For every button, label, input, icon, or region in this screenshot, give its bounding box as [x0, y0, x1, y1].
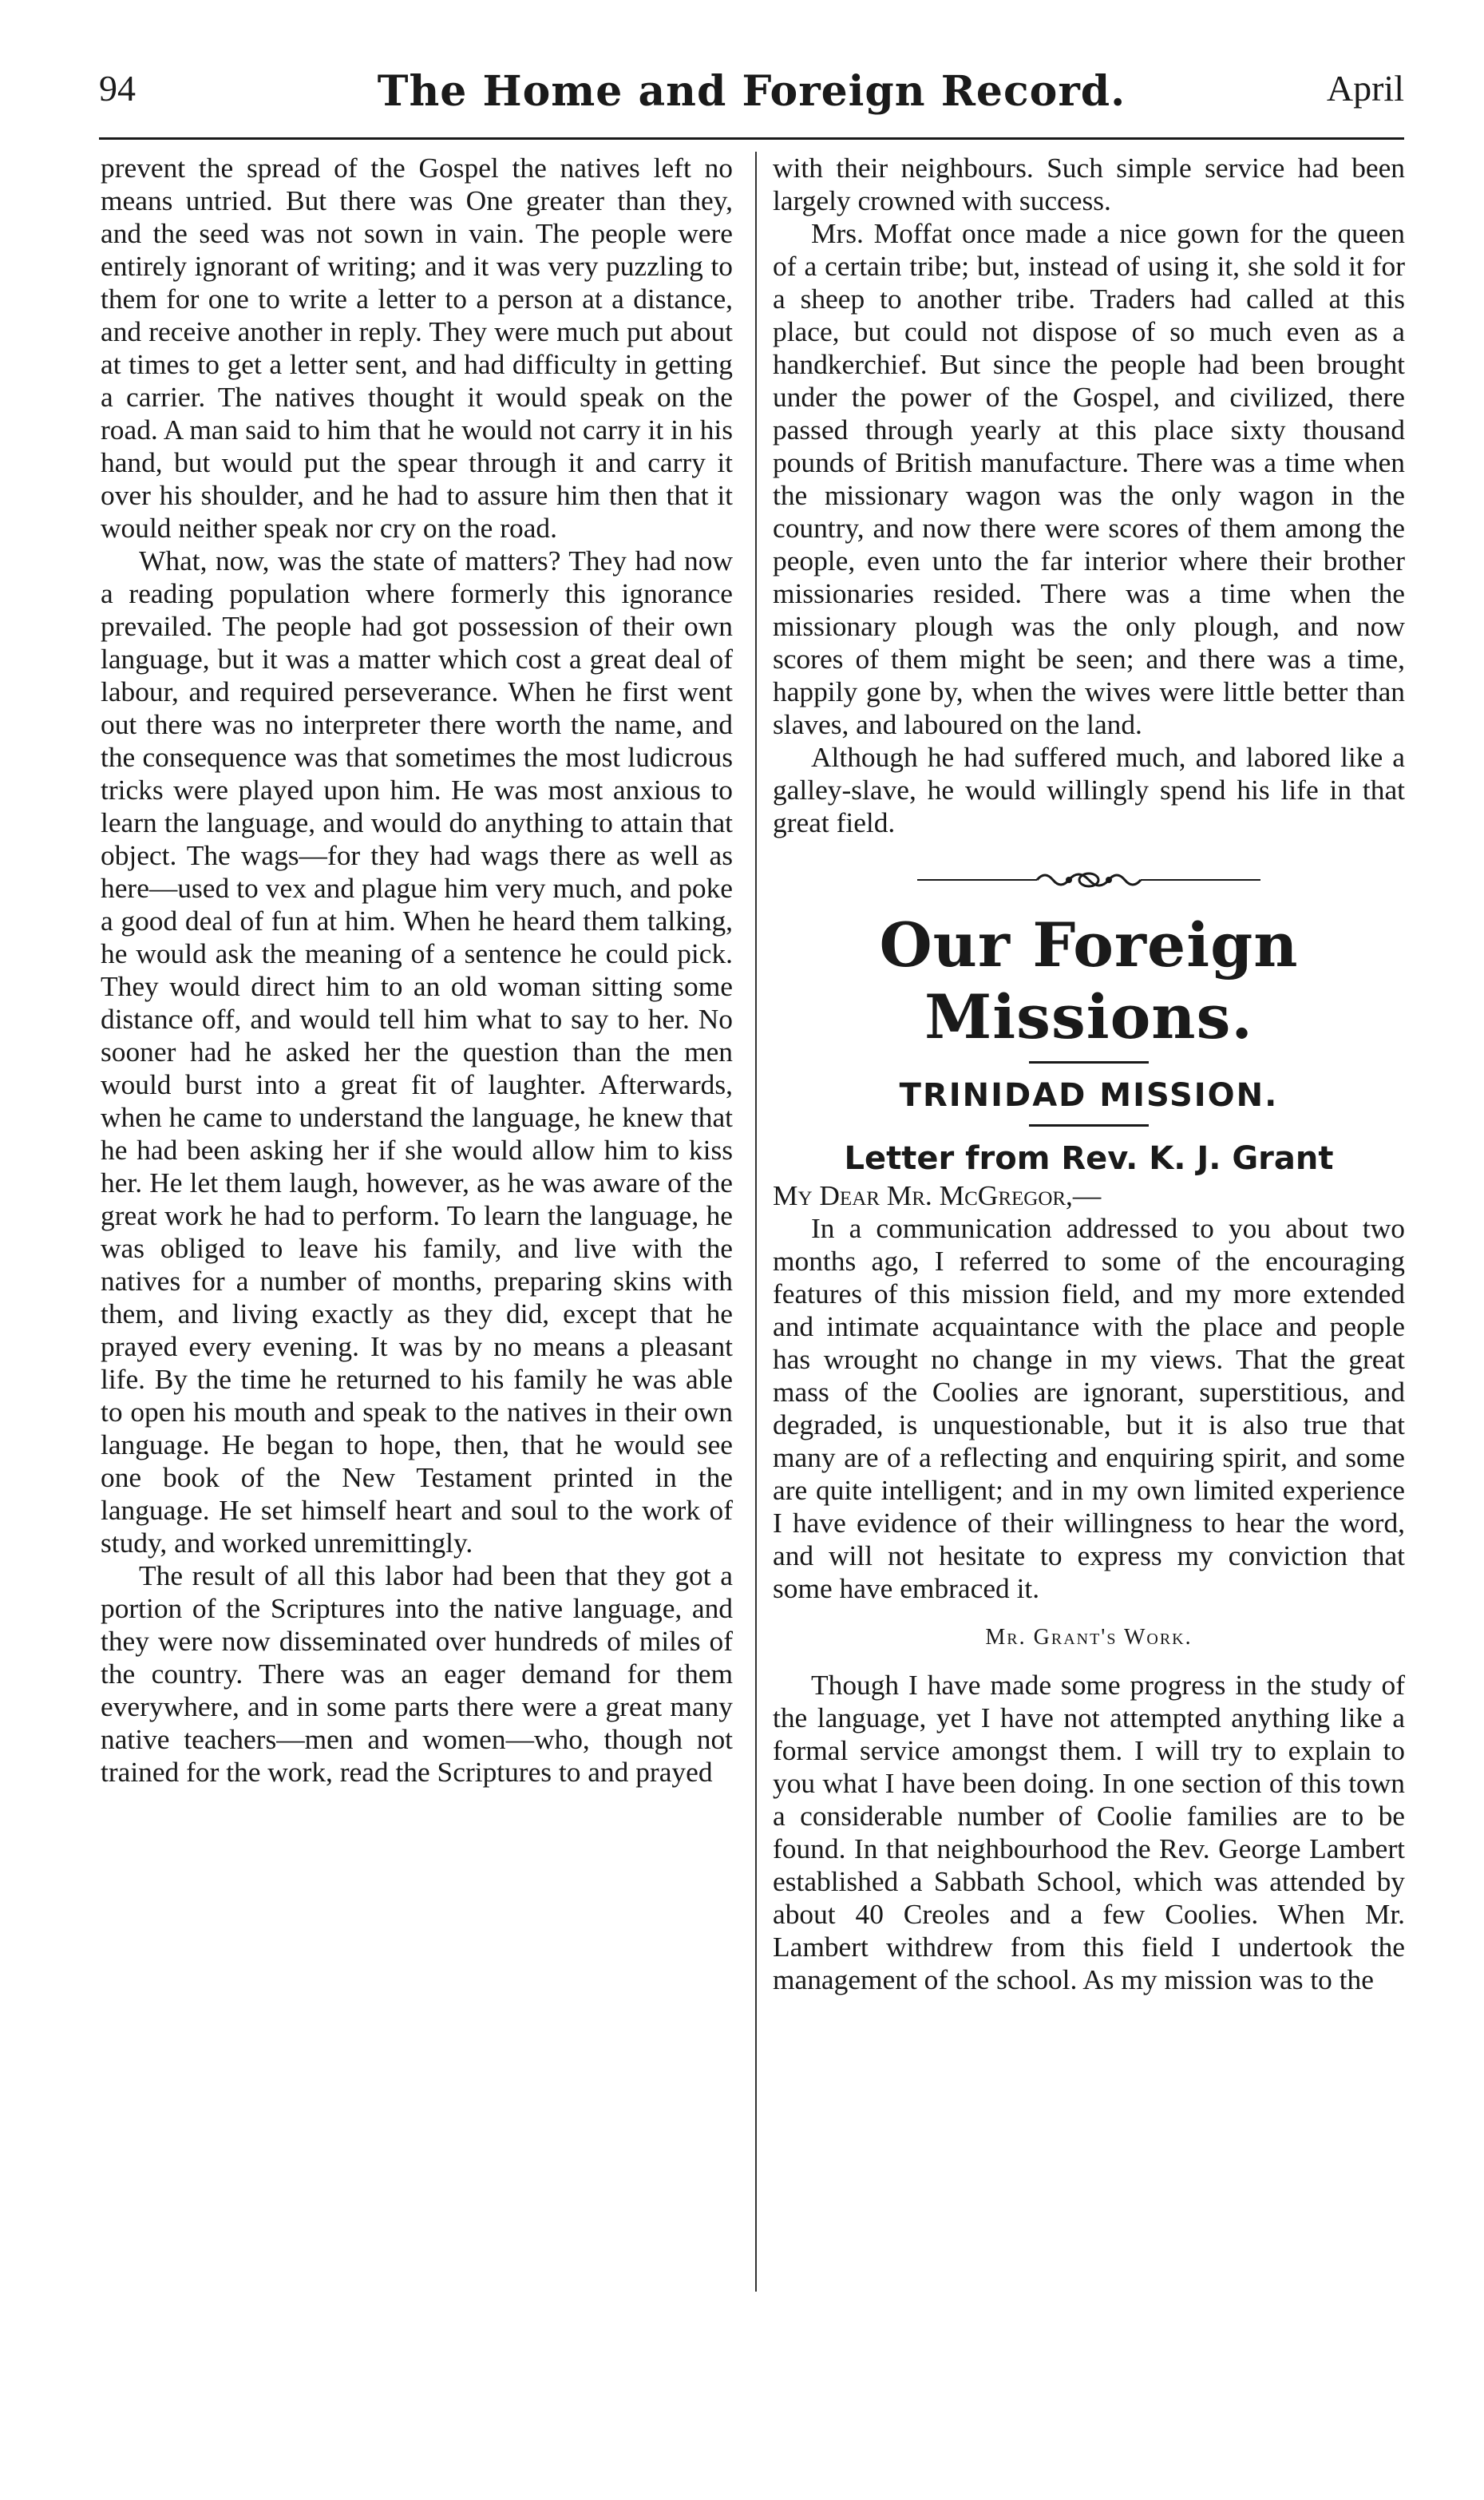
ornamental-divider-icon	[917, 868, 1260, 892]
right-paragraph-3: Although he had suffered much, and labored like a galley-slave, he would willingly spend his life in that great field.	[773, 741, 1405, 838]
journal-title: The Home and Foreign Record.	[377, 67, 1126, 116]
letter-title: Letter from Rev. K. J. Grant	[844, 1140, 1334, 1177]
mission-title: TRINIDAD MISSION.	[899, 1077, 1279, 1114]
letter-salutation: My Dear Mr. McGregor,—	[773, 1179, 1102, 1211]
section-rule	[1029, 1061, 1149, 1064]
work-subhead: Mr. Grant's Work.	[985, 1625, 1193, 1650]
issue-month: April	[1326, 68, 1404, 109]
right-paragraph-1: with their neighbours. Such simple service had been largely crowned with success.	[773, 152, 1405, 216]
header-rule	[99, 137, 1404, 140]
letter-paragraph-1: In a communication addressed to you about two months ago, I referred to some of the encouraging features of this mission field, and my more extended and intimate acquaintance with the place and people has wrought no change in my views. That the great mass of the Coolies are ignorant, superstitious, and degraded, is unquestionable, but it is also true that many are of a reflecting and enquiring spirit, and some are quite intelligent; and in my own limited experience I have evidence of their willingness to hear the word, and will not hesitate to express my conviction that some have embraced it.	[773, 1212, 1405, 1604]
left-paragraph-3: The result of all this labor had been that they got a portion of the Scriptures into the native language, and they were now disseminated over hundreds of miles of the country. There was an eager demand for them everywhere, and in some parts there were a great many native teachers—men and women—who, though not trained for the work, read the Scriptures to and prayed	[101, 1559, 733, 1788]
page-number: 94	[99, 68, 136, 109]
section-title: Our Foreign Missions.	[879, 909, 1299, 1052]
left-paragraph-2: What, now, was the state of matters? They had now a reading population where formerly this ignorance prevailed. The people had got possession of their own language, but it was a matter which cost a great deal of labour, and required perseverance. When he first went out there was no interpreter there worth the name, and the consequence was that sometimes the most ludicrous tricks were played upon him. He was most anxious to learn the language, and would do anything to attain that object. The wags—for they had wags there as well as here—used to vex and plague him very much, and poke a good deal of fun at him. When he heard them talking, he would ask the meaning of a sentence he could pick. They would direct him to an old woman sitting some distance off, and would tell him what to say to her. No sooner had he asked her the question than the men would burst into a great fit of laughter. Afterwards, when he came to understand the language, he knew that he had been asking her if she would allow him to kiss her. He let them laugh, however, as he was aware of the great work he had to perform. To learn the language, he was obliged to leave his family, and live with the natives for a number of months, preparing skins with them, and living exactly as they did, except that he prayed every evening. It was by no means a pleasant life. By the time he returned to his family he was able to open his mouth and speak to the natives in their own language. He began to hope, then, that he would see one book of the New Testament printed in the language. He set himself heart and soul to the work of study, and worked unremittingly.	[101, 545, 733, 1559]
work-paragraph-1: Though I have made some progress in the study of the language, yet I have not attempted anything like a formal service amongst them. I will try to explain to you what I have been doing. In one section of this town a considerable number of Coolie families are to be found. In that neighbourhood the Rev. George Lambert established a Sabbath School, which was attended by about 40 Creoles and a few Coolies. When Mr. Lambert withdrew from this field I undertook the management of the school. As my mission was to the	[773, 1669, 1405, 1995]
page-header	[99, 67, 1404, 131]
left-paragraph-1: prevent the spread of the Gospel the natives left no means untried. But there was One greater than they, and the seed was not sown in vain. The people were entirely ignorant of writing; and it was very puzzling to them for one to write a letter to a person at a distance, and receive another in reply. They were much put about at times to get a letter sent, and had difficulty in getting a carrier. The natives thought it would speak on the road. A man said to him that he would not carry it in his hand, but would put the spear through it and carry it over his shoulder, and he had to assure him then that it would neither speak nor cry on the road.	[101, 152, 733, 544]
right-paragraph-2: Mrs. Moffat once made a nice gown for the queen of a certain tribe; but, instead of using it, she sold it for a sheep to another tribe. Traders had called at this place, but could not dispose of so much even as a handkerchief. But since the people had been brought under the power of the Gospel, and civilized, there passed through yearly at this place sixty thousand pounds of British manufacture. There was a time when the missionary wagon was the only wagon in the country, and now there were scores of them among the people, even unto the far interior where their brother missionaries resided. There was a time when the missionary plough was the only plough, and now scores of them might be seen; and there was a time, happily gone by, when the wives were little better than slaves, and laboured on the land.	[773, 217, 1405, 740]
right-column	[773, 152, 1405, 1996]
mission-rule	[1029, 1124, 1149, 1127]
left-column	[101, 152, 733, 2292]
column-divider	[755, 152, 757, 2292]
